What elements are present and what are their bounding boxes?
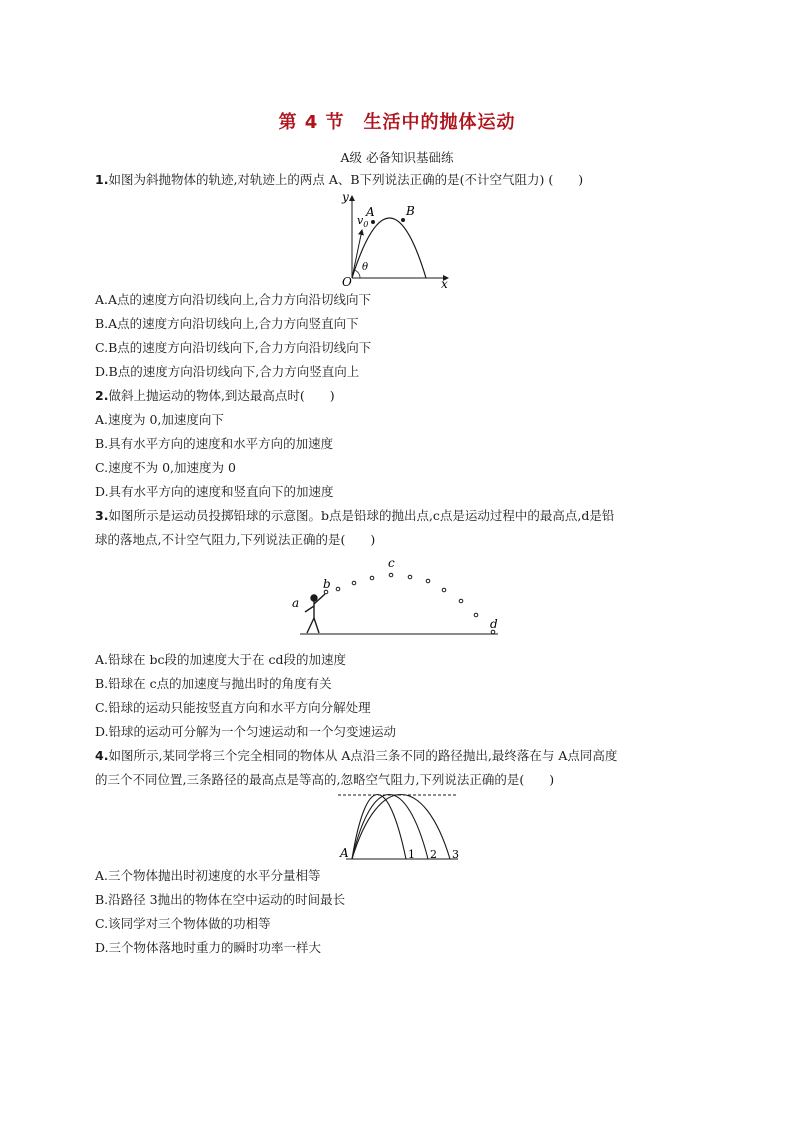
question-number: 3. [95,508,109,523]
q2-option-b: B.具有水平方向的速度和水平方向的加速度 [95,436,334,451]
x-axis-label: x [441,277,448,290]
q4-option-a: A.三个物体抛出时初速度的水平分量相等 [95,868,321,883]
velocity-label: $v_0$ [357,214,369,229]
point-d-label: d [490,617,498,631]
point-a-label: a [292,596,300,610]
point-b-dot [401,218,405,222]
question-text: 如图所示是运动员投掷铅球的示意图。b点是铅球的抛出点,c点是运动过程中的最高点,d是铅 [108,508,615,523]
y-axis-label: y [342,190,349,204]
question-number: 4. [95,748,109,763]
point-a-label: A [340,846,349,860]
question-number: 2. [95,388,109,403]
ball-dot [370,576,374,580]
q4-option-c: C.该同学对三个物体做的功相等 [95,916,271,931]
ball-dot [426,579,430,583]
q2-option-d: D.具有水平方向的速度和竖直向下的加速度 [95,484,334,499]
question-number: 1. [95,172,109,187]
question-4-stem [95,748,617,764]
athlete-figure [305,594,325,633]
ball-dot [336,587,340,591]
q3-option-b: B.铅球在 c点的加速度与抛出时的角度有关 [95,676,332,691]
ball-dot [442,588,446,592]
q2-option-c: C.速度不为 0,加速度为 0 [95,460,236,475]
ball-dot [352,581,356,585]
page-title: 第 4 节 生活中的抛体运动 [278,112,516,133]
q1-trajectory-figure [330,188,460,290]
question-text: 如图所示,某同学将三个完全相同的物体从 A点沿三条不同的路径抛出,最终落在与 A点同高度 [108,748,618,763]
question-text: 如图为斜抛物体的轨迹,对轨迹上的两点 A、B下列说法正确的是(不计空气阻力) ( ) [108,172,584,187]
q4-option-b: B.沿路径 3抛出的物体在空中运动的时间最长 [95,892,346,907]
path-3-label: 3 [452,848,459,861]
point-a-label: A [366,205,375,219]
q4-paths-figure [334,790,464,864]
ball-dot [474,613,478,617]
level-heading: A级 必备知识基础练 [340,150,454,165]
point-a-dot [371,220,375,224]
q2-option-a: A.速度为 0,加速度向下 [95,412,224,427]
angle-label: θ [362,262,369,273]
point-b-label: B [406,204,415,218]
question-text: 做斜上抛运动的物体,到达最高点时( ) [108,388,335,403]
question-2-stem [95,388,335,404]
path-1 [352,795,406,860]
point-b-label: b [323,577,331,591]
ball-dot [408,575,412,579]
question-4-stem-line2: 的三个不同位置,三条路径的最高点是等高的,忽略空气阻力,下列说法正确的是( ) [95,772,555,787]
q1-option-a: A.A点的速度方向沿切线向上,合力方向沿切线向下 [95,292,372,307]
q3-shot-put-figure [288,556,510,640]
path-2-label: 2 [430,848,437,861]
q1-option-d: D.B点的速度方向沿切线向下,合力方向竖直向上 [95,364,360,379]
path-2 [352,795,428,860]
question-3-stem-line2: 球的落地点,不计空气阻力,下列说法正确的是( ) [95,532,376,547]
q4-option-d: D.三个物体落地时重力的瞬时功率一样大 [95,940,322,955]
q1-option-c: C.B点的速度方向沿切线向下,合力方向沿切线向下 [95,340,372,355]
ball-dot-top [389,573,393,577]
q3-option-d: D.铅球的运动可分解为一个匀速运动和一个匀变速运动 [95,724,397,739]
origin-label: O [342,275,352,289]
question-3-stem [95,508,614,524]
q3-option-a: A.铅球在 bc段的加速度大于在 cd段的加速度 [95,652,346,667]
q1-option-b: B.A点的速度方向沿切线向上,合力方向竖直向下 [95,316,359,331]
ball-dot [459,599,463,603]
point-c-label: c [388,556,395,570]
question-1-stem [95,172,583,188]
path-1-label: 1 [408,848,415,861]
angle-arc [354,270,360,278]
q3-option-c: C.铅球的运动只能按竖直方向和水平方向分解处理 [95,700,371,715]
